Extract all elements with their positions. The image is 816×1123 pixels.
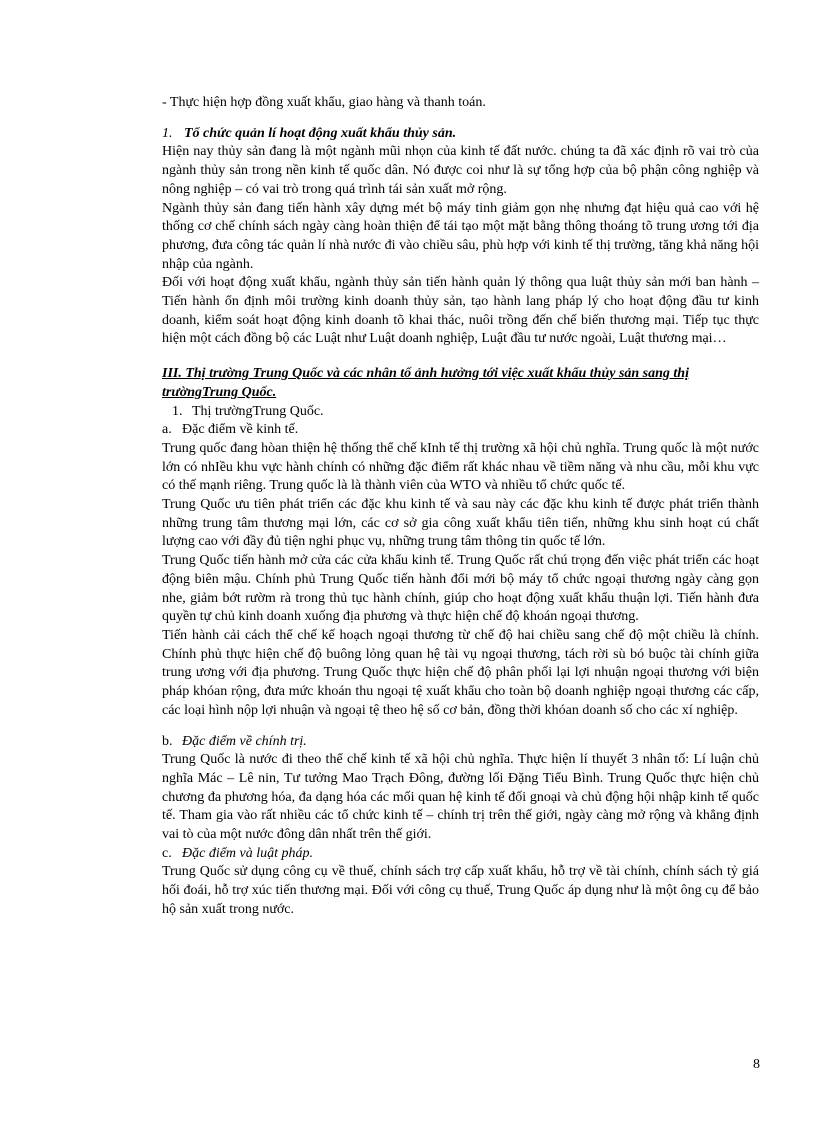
subsection-b-heading: [162, 733, 759, 752]
section3-sub1-number: 1.: [172, 403, 183, 419]
subsection-b-title: Đặc điểm về chính trị.: [182, 733, 307, 749]
subsection-a-paragraph-4: Tiến hành cải cách thể chế kế hoạch ngoại thương từ chế độ hai chiều sang chế độ một chiều là chính. Chính phủ thực hiện chế độ buông lỏng quan hệ tài vụ ngoại thương, tách rời sù bó buộc tài chính giữa trung ương với địa phương. Trung Quốc thực hiện chế độ phân phối lại lợi nhuận ngoại thương với biện pháp khóan rộng, đưa mức khoán thu ngoại tệ xuất khẩu cho toàn bộ doanh nghiệp ngoại thương các cấp, các loại hình nộp lợi nhuận và ngoại tệ theo hệ số cơ bản, đồng thời khóan doanh số cho các xí nghiệp.: [162, 627, 759, 718]
section1-number: 1.: [162, 125, 173, 141]
subsection-a-paragraph-1: Trung quốc đang hòan thiện hệ thống thể chế kInh tế thị trường xã hội chủ nghĩa. Trung quốc là một nước lớn có nhIều khu vực hành chính có những đặc điểm rất khác nhau về tiềm năng và nhu cầu, mỗi khu vực có thế mạnh riêng. Trung quốc là là thành viên của WTO và nhiều tổ chức quốc tế.: [162, 440, 759, 494]
subsection-c-title: Đặc điểm và luật pháp.: [182, 845, 314, 861]
section1-paragraph-2: Ngành thủy sản đang tiến hành xây dựng mét bộ máy tinh giảm gọn nhẹ nhưng đạt hiệu quả cao với hệ thống cơ chế chính sách ngày càng hoàn thiện để tái tạo một mặt bằng thông thoáng tõ trung ương tới địa phương, đưa công tác quản lí nhà nước đi vào chiều sâu, phù hợp với kinh tế thị trường, tăng khả năng hội nhập của ngành.: [162, 200, 759, 272]
document-body: [162, 94, 759, 920]
subsection-b-paragraph-1: Trung Quốc là nước đi theo thể chế kinh tế xã hội chủ nghĩa. Thực hiện lí thuyết 3 nhân tố: Lí luận chủ nghĩa Mác – Lê nin, Tư tưởng Mao Trạch Đông, đường lối Đặng Tiểu Bình. Trung Quốc thực hiện chủ chương đa phương hóa, đa dạng hóa các mối quan hệ kinh tế đối gnoại và chủ động hội nhập kinh tế quốc tế. Tham gia vào rất nhiều các tổ chức kinh tế – chính trị trên thế giới, ngày càng mở rộng và khẳng định vai tò của một nước đông dân nhất trên thế giới.: [162, 752, 759, 843]
subsection-b-label: b.: [162, 733, 173, 749]
section1-title: Tổ chức quản lí hoạt động xuất khẩu thủy sản.: [184, 125, 457, 141]
page-number: 8: [753, 1057, 760, 1072]
subsection-a-heading: [162, 421, 759, 440]
section3-sub1-title: Thị trườngTrung Quốc.: [192, 403, 324, 419]
contract-line: - Thực hiện hợp đồng xuất khẩu, giao hàng và thanh toán.: [162, 95, 486, 110]
section1-paragraph-3: Đối với hoạt động xuất khẩu, ngành thủy sản tiến hành quản lý thông qua luật thủy sản mới ban hành – Tiến hành ổn định môi trường kinh doanh thủy sản, tạo hành lang pháp lý cho hoạt động đầu tư kinh doanh, kiểm soát hoạt động kinh doanh tõ khai thác, nuôi trồng đến chế biến thương mại. Tiếp tục thực hiện một cách đồng bộ các Luật như Luật doanh nghiệp, Luật đầu tư nước ngoài, Luật thương mại…: [162, 275, 759, 347]
section3-heading: III. Thị trường Trung Quốc và các nhân tố ảnh hưởng tới việc xuất khẩu thủy sản sang thị trườngTrung Quốc.: [162, 366, 689, 400]
subsection-a-label: a.: [162, 422, 172, 438]
subsection-c-heading: [162, 845, 759, 864]
subsection-a-title: Đặc điểm về kinh tế.: [182, 422, 299, 438]
subsection-a-paragraph-3: Trung Quốc tiến hành mở cửa các cửa khẩu kinh tế. Trung Quốc rất chú trọng đến việc phát triển các hoạt động biên mậu. Chính phủ Trung Quốc tiến hành đổi mới bộ máy tổ chức ngoại thương ngày càng gọn nhe, giảm bớt rườm rà trong thủ tục hành chính, giúp cho hoạt động xuất khẩu thuận lợi. Tiến hành đưa quyền tự chủ kinh doanh xuống địa phương và thực hiện chế độ khoán ngoại thương.: [162, 553, 759, 625]
subsection-c-paragraph-1: Trung Quốc sử dụng công cụ về thuế, chính sách trợ cấp xuất khẩu, hỗ trợ về tài chính, chính sách tỷ giá hối đoái, hỗ trợ xúc tiến thương mại. Đối với công cụ thuế, Trung Quốc áp dụng như là một ông cụ để bảo hộ sản xuất trong nước.: [162, 864, 759, 917]
subsection-a-paragraph-2: Trung Quốc ưu tiên phát triển các đặc khu kinh tế và sau này các đặc khu kinh tế được phát triển thành những trung tâm thương mại lớn, các cơ sở gia công xuất khẩu tiên tiến, những khu sinh hoạt cú chất lượng cao với đầy đủ tiện nghi phục vụ, những trung tâm thông tin quốc tế lớn.: [162, 497, 759, 550]
section1-paragraph-1: Hiện nay thủy sản đang là một ngành mũi nhọn của kinh tế đất nước. chúng ta đã xác định rõ vai trò của ngành thủy sản trong nền kinh tế quốc dân. Nó được coi như là sự tổng hợp của bộ phận công nghiệp và nông nghiệp – có vai trò trong quá trình tái sản xuất mở rộng.: [162, 144, 759, 197]
section3-sub1-heading: [162, 403, 759, 422]
section1-heading: [162, 125, 759, 144]
subsection-c-label: c.: [162, 845, 172, 861]
